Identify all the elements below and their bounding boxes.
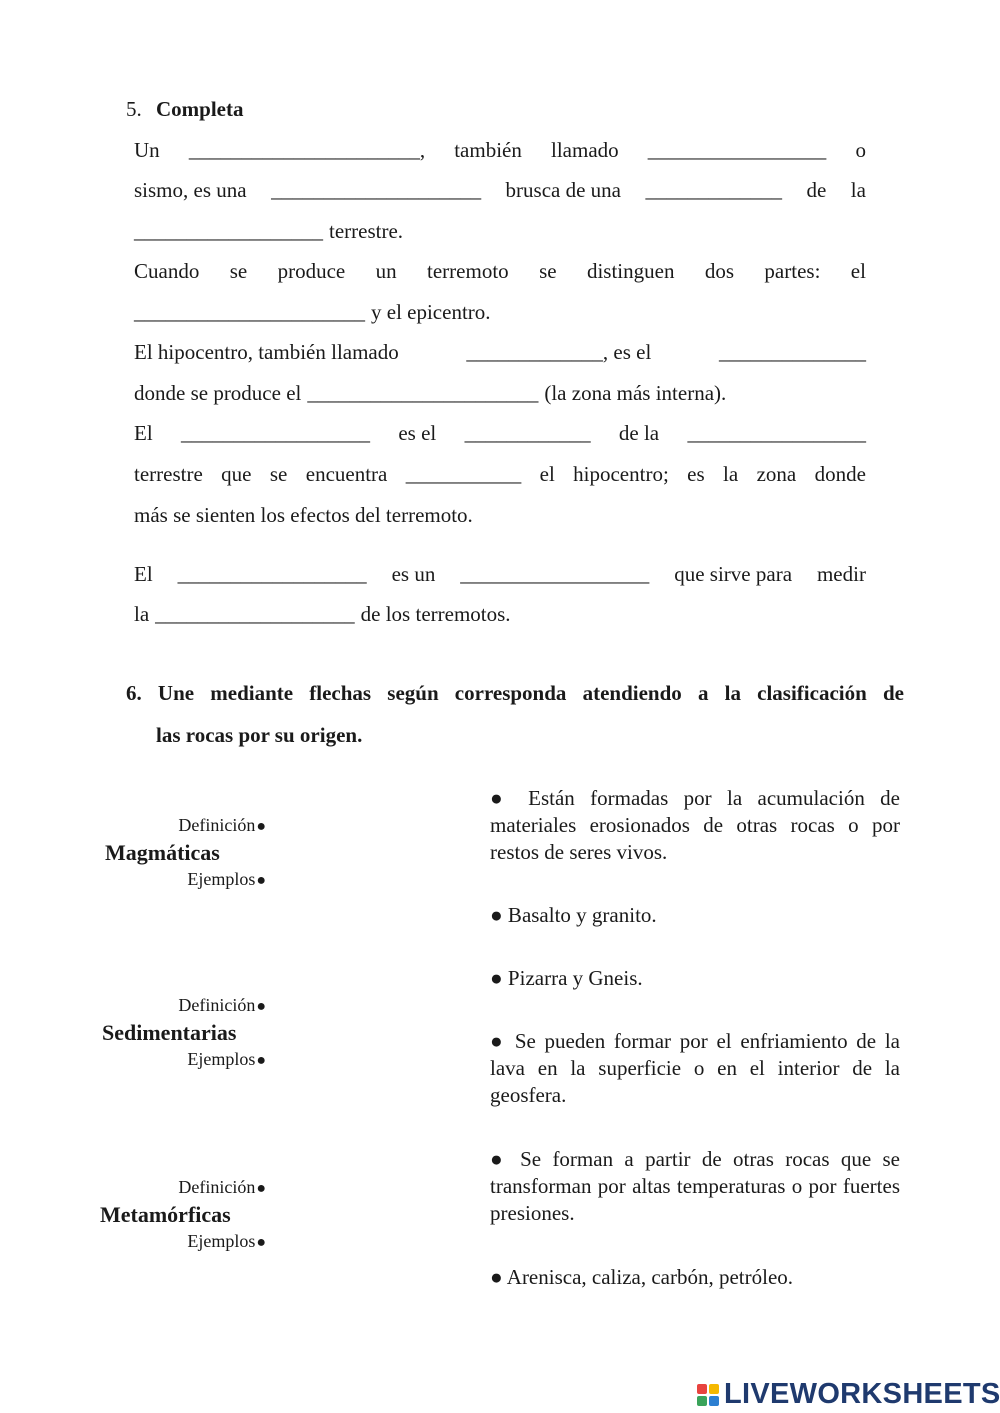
sentence-fragment: de los terremotos.	[360, 602, 511, 626]
fill-in-blank[interactable]: ____________	[464, 421, 591, 445]
fill-in-blank[interactable]: _________________	[687, 421, 866, 445]
sentence-fragment: se	[229, 259, 248, 283]
q5-line	[134, 178, 866, 203]
q6-title-word: mediante	[210, 681, 294, 705]
q5-line	[134, 259, 866, 284]
sentence-fragment: y el epicentro.	[371, 300, 491, 324]
definition-connector[interactable]: Definición●	[178, 1177, 266, 1197]
q5-line	[134, 138, 866, 163]
sentence-fragment: encuentra	[305, 462, 388, 486]
sentence-fragment: El hipocentro, también llamado	[134, 340, 399, 364]
fill-in-blank[interactable]: _________________	[647, 138, 827, 162]
q6-title-word: corresponda	[454, 681, 567, 705]
sentence-fragment: la	[134, 602, 150, 626]
sentence-fragment: (la zona más interna).	[544, 381, 727, 405]
q5-line	[134, 462, 866, 487]
sentence-fragment: zona	[756, 462, 797, 486]
sentence-fragment: más se sienten los efectos del terremoto.	[134, 503, 473, 527]
fill-in-blank[interactable]: _____________	[645, 178, 782, 202]
q6-title-word: atendiendo	[582, 681, 682, 705]
sentence-fragment: hipocentro;	[573, 462, 669, 486]
sentence-fragment: sismo, es una	[134, 178, 247, 202]
sentence-fragment: o	[855, 138, 866, 162]
category-label: Metamórficas	[100, 1202, 231, 1227]
sentence-fragment: partes:	[764, 259, 821, 283]
q5-line	[134, 381, 866, 406]
logo-tile	[697, 1384, 707, 1394]
sentence-fragment: brusca de una	[505, 178, 621, 202]
liveworksheets-logo-icon	[697, 1384, 719, 1406]
q6-title-word: según	[387, 681, 439, 705]
fill-in-blank[interactable]: ______________________,	[188, 138, 426, 162]
fill-in-blank[interactable]: ___________	[405, 462, 522, 486]
sentence-fragment: la	[723, 462, 739, 486]
sentence-fragment: donde	[814, 462, 866, 486]
examples-connector[interactable]: Ejemplos●	[187, 869, 266, 889]
fill-in-blank[interactable]: ______________________	[134, 300, 365, 324]
sentence-fragment: terrestre.	[329, 219, 404, 243]
sentence-fragment: distinguen	[586, 259, 675, 283]
fill-in-blank[interactable]: __________________	[181, 421, 370, 445]
sentence-fragment: se	[269, 462, 288, 486]
q6-title-word: la	[724, 681, 741, 705]
fill-in-blank[interactable]: __________________	[134, 219, 323, 243]
definition-connector[interactable]: Definición●	[178, 995, 266, 1015]
fill-in-blank[interactable]: ___________________	[155, 602, 355, 626]
q5-line	[134, 219, 866, 244]
definition-connector[interactable]: Definición●	[178, 815, 266, 835]
sentence-fragment: el	[850, 259, 866, 283]
option-sedimentary-definition[interactable]: ● Están formadas por la acumulación de materiales erosionados de otras rocas o por restos de seres vivos.	[490, 786, 900, 864]
q6-title-word: clasificación	[757, 681, 867, 705]
q5-line	[134, 340, 866, 365]
sentence-fragment: es el	[398, 421, 437, 445]
category-label: Sedimentarias	[102, 1020, 237, 1045]
q6-title-word: Une	[157, 681, 195, 705]
q6-title-word: a	[697, 681, 709, 705]
sentence-fragment: que sirve para	[674, 562, 793, 586]
sentence-fragment: Cuando	[134, 259, 200, 283]
sentence-fragment: El	[134, 421, 153, 445]
q5-line	[134, 562, 866, 587]
sentence-fragment: donde se produce el	[134, 381, 302, 405]
logo-tile	[709, 1396, 719, 1406]
q6-number: 6.	[126, 681, 142, 705]
sentence-fragment: El	[134, 562, 153, 586]
examples-connector[interactable]: Ejemplos●	[187, 1231, 266, 1251]
sentence-fragment: un	[375, 259, 397, 283]
q5-line	[134, 602, 866, 627]
sentence-fragment: es un	[391, 562, 436, 586]
sentence-fragment: es	[687, 462, 705, 486]
fill-in-blank[interactable]: __________________	[460, 562, 650, 586]
fill-in-blank[interactable]: ______________	[718, 340, 866, 364]
sentence-fragment: que	[221, 462, 252, 486]
logo-tile	[709, 1384, 719, 1394]
option-magmatic-definition[interactable]: ● Se pueden formar por el enfriamiento de la lava en la superficie o en el interior de la geosfera.	[490, 1029, 900, 1107]
q6-instruction	[126, 681, 904, 748]
brand-name: LIVEWORKSHEETS	[724, 1378, 1000, 1410]
sentence-fragment: Un	[134, 138, 160, 162]
q5-title: Completa	[156, 97, 244, 121]
q5-line	[134, 300, 866, 325]
q5-line	[134, 503, 866, 528]
option-metamorphic-definition[interactable]: ● Se forman a partir de otras rocas que se transforman por altas temperaturas o por fuertes presiones.	[490, 1147, 900, 1225]
sentence-fragment: de	[806, 178, 827, 202]
option-pizarra-gneis[interactable]: ● Pizarra y Gneis.	[490, 966, 643, 990]
sentence-fragment: medir	[816, 562, 866, 586]
option-arenisca-caliza[interactable]: ● Arenisca, caliza, carbón, petróleo.	[490, 1265, 794, 1289]
fill-in-blank[interactable]: _____________, es el	[466, 340, 652, 364]
q6-title-line2: las rocas por su origen.	[156, 723, 363, 747]
sentence-fragment: terrestre	[134, 462, 203, 486]
option-basalto-granito[interactable]: ● Basalto y granito.	[490, 903, 657, 927]
sentence-fragment: se	[539, 259, 557, 283]
q5-line	[134, 421, 866, 446]
q6-title-word: de	[882, 681, 904, 705]
sentence-fragment: de la	[618, 421, 660, 445]
sentence-fragment: también	[454, 138, 522, 162]
q5-number: 5.	[126, 97, 142, 121]
examples-connector[interactable]: Ejemplos●	[187, 1049, 266, 1069]
fill-in-blank[interactable]: __________________	[177, 562, 367, 586]
sentence-fragment: llamado	[551, 138, 619, 162]
sentence-fragment: terremoto	[427, 259, 509, 283]
liveworksheets-brand	[697, 1378, 1000, 1411]
fill-in-blank[interactable]: ______________________	[307, 381, 539, 405]
sentence-fragment: produce	[277, 259, 346, 283]
category-label: Magmáticas	[105, 840, 220, 865]
sentence-fragment: el	[539, 462, 555, 486]
fill-in-blank[interactable]: ____________________	[271, 178, 482, 202]
sentence-fragment: dos	[704, 259, 735, 283]
q6-title-word: flechas	[309, 681, 372, 705]
logo-tile	[697, 1396, 707, 1406]
sentence-fragment: la	[850, 178, 866, 202]
